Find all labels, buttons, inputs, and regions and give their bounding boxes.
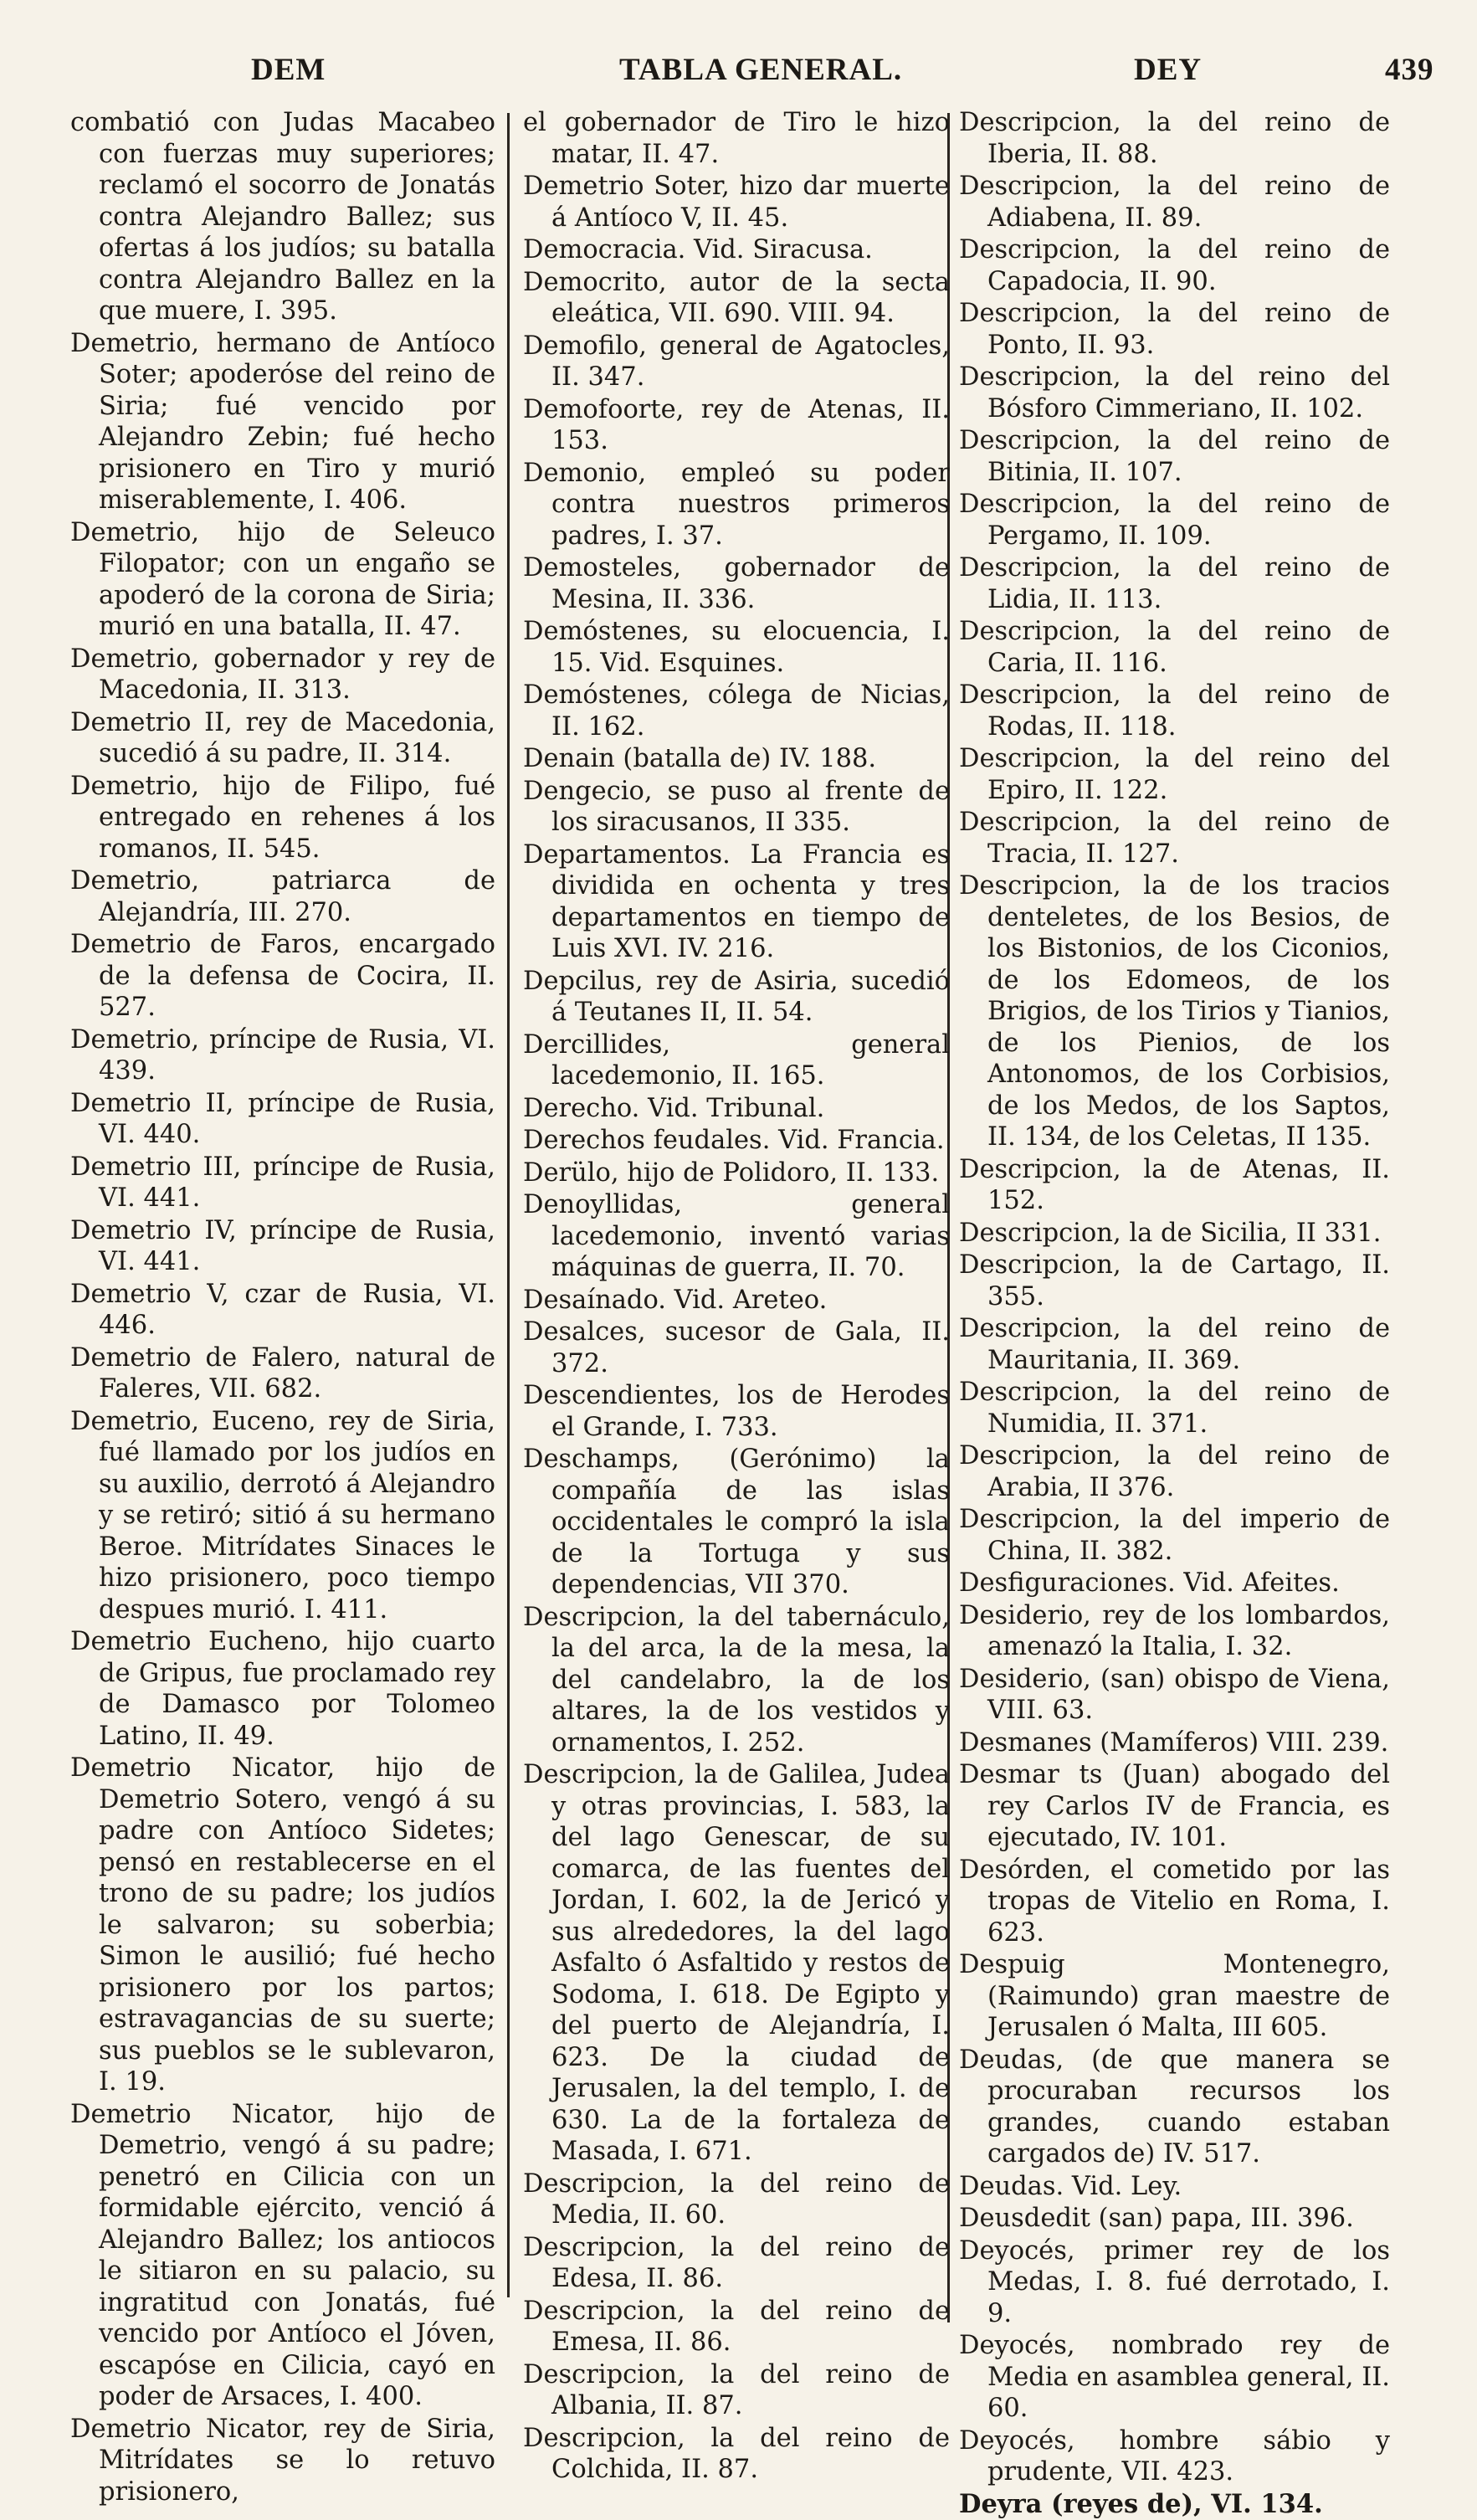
index-entry: Demetrio II, rey de Macedonia, sucedió á su padre, II. 314. bbox=[70, 707, 495, 770]
index-entry: Demetrio Soter, hizo dar muerte á Antíoco V, II. 45. bbox=[523, 171, 950, 234]
index-entry: Descripcion, la de los tracios denteletes, de los Besios, de los Bistonios, de los Ciconios, de los Edomeos, de los Brigios, de los Tirios y Tianios, de los Pienios, de los Antonomos, de los Corbisios, de los Medos, de los Saptos, II. 134, de los Celetas, II 135. bbox=[959, 870, 1390, 1153]
index-entry: Despuig Montenegro, (Raimundo) gran maestre de Jerusalen ó Malta, III 605. bbox=[959, 1949, 1390, 2044]
index-entry: Deudas, (de que manera se procuraban recursos los grandes, cuando estaban cargados de) IV. 517. bbox=[959, 2045, 1390, 2170]
index-entry: Demetrio de Faros, encargado de la defensa de Cocira, II. 527. bbox=[70, 929, 495, 1024]
index-entry: Democracia. Vid. Siracusa. bbox=[523, 234, 950, 266]
index-entry: Desiderio, (san) obispo de Viena, VIII. 63. bbox=[959, 1664, 1390, 1727]
index-entry: Departamentos. La Francia es dividida en ochenta y tres departamentos en tiempo de Luis XVI. IV. 216. bbox=[523, 839, 950, 965]
index-entry: Demofilo, general de Agatocles, II. 347. bbox=[523, 331, 950, 393]
index-entry: Desmanes (Mamíferos) VIII. 239. bbox=[959, 1727, 1390, 1759]
index-entry: Descripcion, la del reino de Colchida, II. 87. bbox=[523, 2423, 950, 2486]
index-entry: Descripcion, la del reino de Bitinia, II. 107. bbox=[959, 425, 1390, 488]
index-entry: Descripcion, la de Galilea, Judea y otras provincias, I. 583, la del lago Genescar, de su comarca, de las fuentes del Jordan, I. 602, la de Jericó y sus alrededores, la del lago Asfalto ó Asfaltido y restos de Sodoma, I. 618. De Egipto y del puerto de Alejandría, I. 623. De la ciudad de Jerusalen, la del templo, I. de 630. La de la fortaleza de Masada, I. 671. bbox=[523, 1759, 950, 2168]
index-entry: Deyocés, nombrado rey de Media en asamblea general, II. 60. bbox=[959, 2330, 1390, 2425]
index-entry: Demetrio, príncipe de Rusia, VI. 439. bbox=[70, 1024, 495, 1087]
page-header bbox=[0, 52, 1477, 102]
index-entry: Demofoorte, rey de Atenas, II. 153. bbox=[523, 394, 950, 457]
index-entry: Descripcion, la del tabernáculo, la del arca, la de la mesa, la del candelabro, la de los altares, la de los vestidos y ornamentos, I. 252. bbox=[523, 1602, 950, 1759]
index-entry: Demetrio Nicator, rey de Siria, Mitrídates se lo retuvo prisionero, bbox=[70, 2414, 495, 2508]
index-entry: Demetrio III, príncipe de Rusia, VI. 441. bbox=[70, 1152, 495, 1214]
header-left-guide-word: DEM bbox=[251, 52, 326, 88]
index-entry: Demetrio, hijo de Filipo, fué entregado en rehenes á los romanos, II. 545. bbox=[70, 771, 495, 865]
index-entry: Deyocés, primer rey de los Medas, I. 8. fué derrotado, I. 9. bbox=[959, 2235, 1390, 2330]
index-entry: Dercillides, general lacedemonio, II. 165. bbox=[523, 1029, 950, 1092]
index-entry: Democrito, autor de la secta eleática, VII. 690. VIII. 94. bbox=[523, 267, 950, 330]
index-entry: Derülo, hijo de Polidoro, II. 133. bbox=[523, 1157, 950, 1189]
index-entry: Descripcion, la del imperio de China, II. 382. bbox=[959, 1504, 1390, 1567]
index-entry: Deusdedit (san) papa, III. 396. bbox=[959, 2203, 1390, 2235]
index-entry: Desfiguraciones. Vid. Afeites. bbox=[959, 1568, 1390, 1599]
index-entry: Demóstenes, cólega de Nicias, II. 162. bbox=[523, 680, 950, 742]
index-entry: Demetrio de Falero, natural de Faleres, VII. 682. bbox=[70, 1342, 495, 1405]
index-entry: Descripcion, la del reino de Numidia, II. 371. bbox=[959, 1377, 1390, 1440]
index-entry: Derechos feudales. Vid. Francia. bbox=[523, 1125, 950, 1157]
index-entry: Demetrio, gobernador y rey de Macedonia, II. 313. bbox=[70, 644, 495, 706]
index-entry: Demóstenes, su elocuencia, I. 15. Vid. Esquines. bbox=[523, 616, 950, 679]
index-column-2 bbox=[523, 107, 950, 2300]
index-entry: Demetrio Nicator, hijo de Demetrio Sotero, vengó á su padre con Antíoco Sidetes; pensó en restablecerse en el trono de su padre; los judíos le salvaron; su soberbia; Simon le ausilió; fué hecho prisionero por los partos; estravagancias de su suerte; sus pueblos se le sublevaron, I. 19. bbox=[70, 1753, 495, 2098]
page-number: 439 bbox=[1385, 52, 1434, 88]
index-entry: Descripcion, la del reino de Caria, II. 116. bbox=[959, 616, 1390, 679]
index-entry: Demosteles, gobernador de Mesina, II. 336. bbox=[523, 552, 950, 615]
index-entry: Descripcion, la del reino de Tracia, II. 127. bbox=[959, 807, 1390, 870]
index-entry: Demetrio, hijo de Seleuco Filopator; con un engaño se apoderó de la corona de Siria; murió en una batalla, II. 47. bbox=[70, 517, 495, 643]
index-entry: combatió con Judas Macabeo con fuerzas muy superiores; reclamó el socorro de Jonatás contra Alejandro Ballez; sus ofertas á los judíos; su batalla contra Alejandro Ballez en la que muere, I. 395. bbox=[70, 107, 495, 327]
index-entry: Demetrio, Euceno, rey de Siria, fué llamado por los judíos en su auxilio, derrotó á Alejandro y se retiró; sitió á su hermano Beroe. Mitrídates Sinaces le hizo prisionero, poco tiempo despues murió. I. 411. bbox=[70, 1406, 495, 1626]
index-entry: Descripcion, la del reino de Rodas, II. 118. bbox=[959, 680, 1390, 742]
index-entry: Desalces, sucesor de Gala, II. 372. bbox=[523, 1316, 950, 1379]
index-entry: Descendientes, los de Herodes el Grande, I. 733. bbox=[523, 1380, 950, 1443]
index-entry: Denain (batalla de) IV. 188. bbox=[523, 743, 950, 775]
index-entry: Derecho. Vid. Tribunal. bbox=[523, 1093, 950, 1125]
index-entry: Descripcion, la del reino de Lidia, II. 113. bbox=[959, 552, 1390, 615]
index-entry: Descripcion, la del reino de Arabia, II 376. bbox=[959, 1440, 1390, 1503]
index-entry: Deyra (reyes de), VI. 134. bbox=[959, 2489, 1390, 2520]
index-entry: Descripcion, la del reino de Mauritania, II. 369. bbox=[959, 1313, 1390, 1376]
index-entry: Demonio, empleó su poder contra nuestros primeros padres, I. 37. bbox=[523, 458, 950, 552]
index-entry: Desórden, el cometido por las tropas de Vitelio en Roma, I. 623. bbox=[959, 1855, 1390, 1949]
index-entry: Descripcion, la de Cartago, II. 355. bbox=[959, 1250, 1390, 1312]
index-entry: Demetrio, hermano de Antíoco Soter; apoderóse del reino de Siria; fué vencido por Alejandro Zebin; fué hecho prisionero en Tiro y murió miserablemente, I. 406. bbox=[70, 328, 495, 516]
index-entry: Descripcion, la del reino de Pergamo, II. 109. bbox=[959, 489, 1390, 552]
header-title: TABLA GENERAL. bbox=[619, 52, 902, 88]
index-entry: Descripcion, la de Sicilia, II 331. bbox=[959, 1218, 1390, 1250]
index-entry: Deudas. Vid. Ley. bbox=[959, 2171, 1390, 2203]
index-entry: Demetrio Nicator, hijo de Demetrio, vengó á su padre; penetró en Cilicia con un formidable ejército, venció á Alejandro Ballez; los antiocos le sitiaron en su palacio, su ingratitud con Jonatás, fué vencido por Antíoco el Jóven, escapóse en Cilicia, cayó en poder de Arsaces, I. 400. bbox=[70, 2099, 495, 2413]
index-entry: Desaínado. Vid. Areteo. bbox=[523, 1285, 950, 1316]
index-entry: Descripcion, la del reino del Epiro, II. 122. bbox=[959, 743, 1390, 806]
index-entry: Demetrio II, príncipe de Rusia, VI. 440. bbox=[70, 1088, 495, 1151]
index-entry: Desmar ts (Juan) abogado del rey Carlos IV de Francia, es ejecutado, IV. 101. bbox=[959, 1759, 1390, 1854]
index-entry: Descripcion, la del reino de Emesa, II. 86. bbox=[523, 2296, 950, 2358]
index-entry: Demetrio Euchenо, hijo cuarto de Gripus, fue proclamado rey de Damasco por Tolomeo Latino, II. 49. bbox=[70, 1626, 495, 1752]
index-entry: Descripcion, la del reino de Adiabena, II. 89. bbox=[959, 171, 1390, 234]
index-entry: Descripcion, la del reino de Albania, II. 87. bbox=[523, 2359, 950, 2422]
index-entry: el gobernador de Tiro le hizo matar, II. 47. bbox=[523, 107, 950, 170]
index-entry: Descripcion, la del reino de Ponto, II. 93. bbox=[959, 298, 1390, 361]
index-entry: Demetrio V, czar de Rusia, VI. 446. bbox=[70, 1279, 495, 1342]
index-entry: Descripcion, la del reino del Bósforo Cimmeriano, II. 102. bbox=[959, 362, 1390, 424]
index-entry: Desiderio, rey de los lombardos, amenazó la Italia, I. 32. bbox=[959, 1600, 1390, 1663]
index-column-1 bbox=[70, 107, 495, 2300]
index-column-3 bbox=[959, 107, 1390, 2300]
index-entry: Deschamps, (Gerónimo) la compañía de las islas occidentales le compró la isla de la Tortuga y sus dependencias, VII 370. bbox=[523, 1444, 950, 1601]
index-entry: Depcilus, rey de Asiria, sucedió á Teutanes II, II. 54. bbox=[523, 966, 950, 1029]
index-entry: Dengecio, se puso al frente de los siracusanos, II 335. bbox=[523, 776, 950, 839]
index-entry: Demetrio, patriarca de Alejandría, III. 270. bbox=[70, 865, 495, 928]
header-right-guide-word: DEY bbox=[1134, 52, 1202, 88]
index-entry: Deyocés, hombre sábio y prudente, VII. 423. bbox=[959, 2425, 1390, 2488]
index-entry: Descripcion, la de Atenas, II. 152. bbox=[959, 1154, 1390, 1217]
index-entry: Denoyllidas, general lacedemonio, inventó varias máquinas de guerra, II. 70. bbox=[523, 1189, 950, 1284]
index-entry: Demetrio IV, príncipe de Rusia, VI. 441. bbox=[70, 1215, 495, 1278]
index-entry: Descripcion, la del reino de Media, II. 60. bbox=[523, 2168, 950, 2231]
column-divider-1 bbox=[507, 113, 510, 2297]
index-entry: Descripcion, la del reino de Capadocia, II. 90. bbox=[959, 234, 1390, 297]
index-entry: Descripcion, la del reino de Edesa, II. 86. bbox=[523, 2232, 950, 2295]
index-entry: Descripcion, la del reino de Iberia, II. 88. bbox=[959, 107, 1390, 170]
